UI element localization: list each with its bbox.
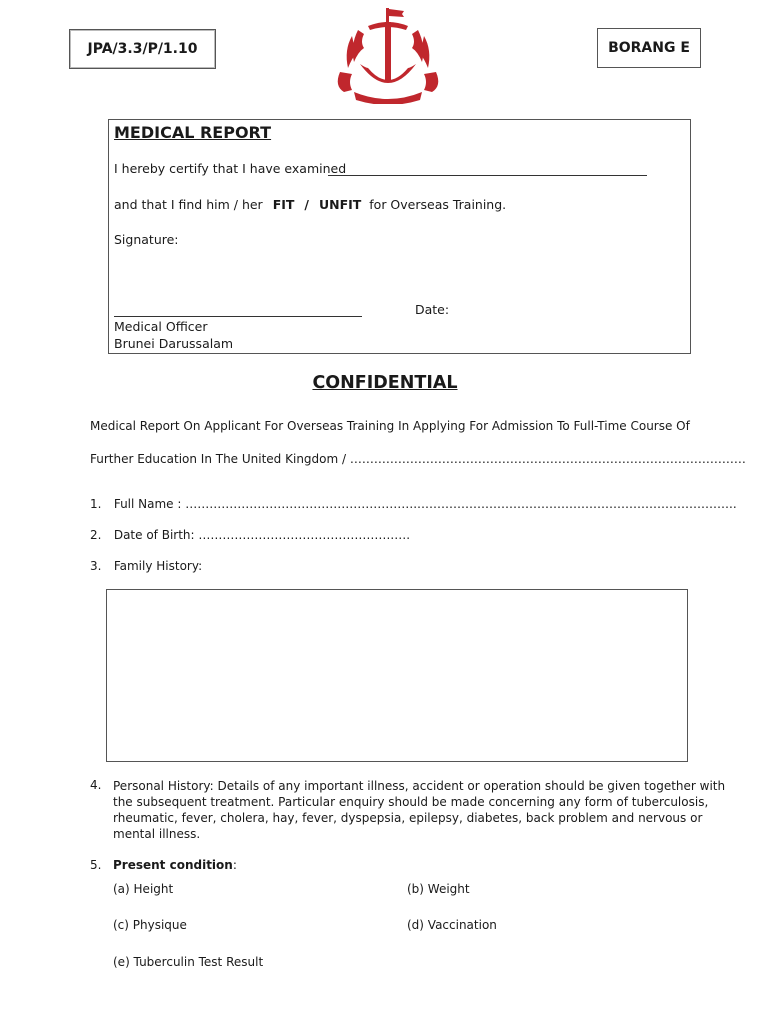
medical-report-title: MEDICAL REPORT — [114, 123, 272, 142]
personal-history-line: Personal History: Details of any important illness, accident or operation should be given together with — [113, 779, 726, 793]
personal-history-line: mental illness. — [113, 827, 201, 841]
field-text: Full Name : ………………………………………………….…………………………………………………………………….. — [113, 497, 737, 511]
condition-vaccination[interactable]: (d) Vaccination — [407, 918, 497, 932]
officer-title: Medical Officer — [114, 319, 208, 334]
officer-country: Brunei Darussalam — [114, 336, 234, 351]
personal-history-number: 4. — [90, 778, 102, 792]
field-full-name[interactable] — [90, 497, 737, 511]
confidential-heading: CONFIDENTIAL — [312, 373, 458, 393]
fit-statement — [114, 197, 506, 212]
field-date-of-birth[interactable] — [90, 528, 410, 542]
field-text: Family History: — [113, 559, 203, 573]
form-code: BORANG E — [608, 40, 690, 56]
unfit-option[interactable]: UNFIT — [318, 197, 362, 212]
field-family-history — [90, 559, 202, 573]
present-condition-label: Present condition — [113, 858, 233, 872]
condition-height[interactable]: (a) Height — [113, 882, 174, 896]
brunei-crest-icon — [330, 6, 446, 104]
field-number: 3. — [90, 559, 102, 573]
condition-weight[interactable]: (b) Weight — [407, 882, 470, 896]
fit-separator: / — [304, 197, 309, 212]
present-condition-heading — [113, 858, 237, 872]
condition-tuberculin[interactable]: (e) Tuberculin Test Result — [113, 955, 264, 969]
intro-line-2: Further Education In The United Kingdom / ……………………………………………………………………………………… — [90, 452, 746, 466]
form-reference-box — [69, 29, 216, 69]
personal-history-line: rheumatic, fever, cholera, hay, fever, dyspepsia, epilepsy, diabetes, back problem and nervous or — [113, 811, 703, 825]
field-text: Date of Birth: ………………………………………….…. — [113, 528, 411, 542]
find-text: and that I find him / her — [114, 197, 263, 212]
form-reference: JPA/3.3/P/1.10 — [87, 41, 198, 57]
personal-history-line: the subsequent treatment. Particular enquiry should be made concerning any form of tuberculosis, — [113, 795, 709, 809]
fit-option[interactable]: FIT — [272, 197, 295, 212]
signature-line[interactable] — [114, 302, 362, 317]
purpose-text: for Overseas Training. — [369, 197, 507, 212]
family-history-box[interactable] — [106, 589, 688, 762]
examinee-name-line[interactable] — [328, 161, 647, 176]
intro-line-1: Medical Report On Applicant For Overseas Training In Applying For Admission To Full-Time Course Of — [90, 419, 690, 433]
form-code-box — [597, 28, 701, 68]
condition-physique[interactable]: (c) Physique — [113, 918, 187, 932]
field-number: 1. — [90, 497, 102, 511]
present-condition-number: 5. — [90, 858, 102, 872]
field-number: 2. — [90, 528, 102, 542]
certify-text: I hereby certify that I have examined — [114, 161, 347, 176]
date-label: Date: — [415, 302, 450, 317]
personal-history-text — [113, 778, 726, 842]
signature-label: Signature: — [114, 232, 179, 247]
present-condition-colon: : — [232, 858, 237, 872]
